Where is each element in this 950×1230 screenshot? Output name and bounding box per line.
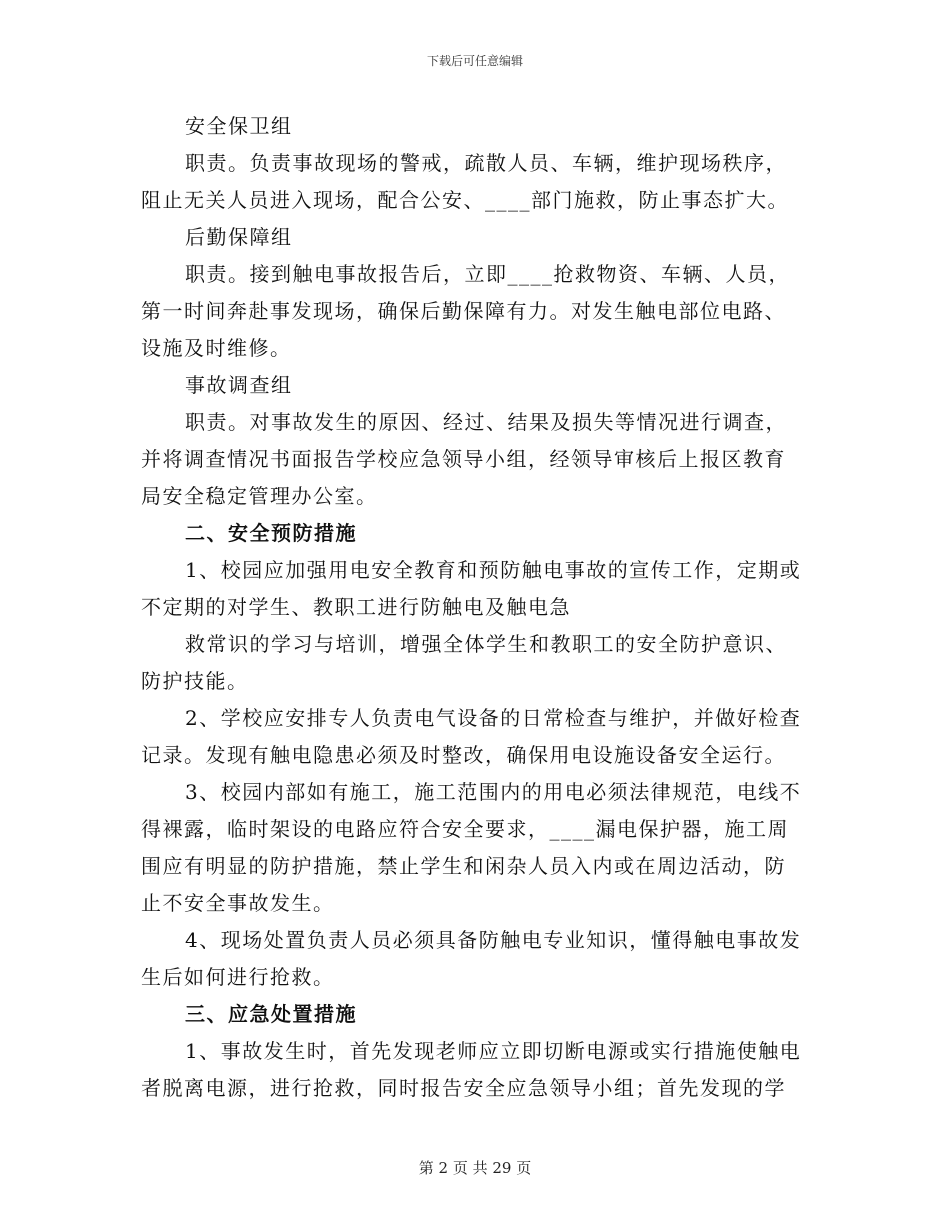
text-line: 第一时间奔赴事发现场，确保后勤保障有力。对发生触电部位电路、 bbox=[141, 299, 786, 323]
page-header: 下载后可任意编辑 bbox=[426, 54, 523, 68]
text-line: 职责。负责事故现场的警戒，疏散人员、车辆，维护现场秩序， bbox=[185, 151, 787, 175]
text-line: 1、校园应加强用电安全教育和预防触电事故的宣传工作，定期或 bbox=[185, 558, 802, 582]
text-line: 职责。对事故发生的原因、经过、结果及损失等情况进行调查， bbox=[185, 410, 787, 434]
text-line: 职责。接到触电事故报告后，立即____抢救物资、车辆、人员， bbox=[185, 262, 790, 286]
text-line: 事故调查组 bbox=[185, 373, 293, 397]
text-line: 围应有明显的防护措施，禁止学生和闲杂人员入内或在周边活动，防 bbox=[141, 854, 786, 878]
page-footer: 第 2 页 共 29 页 bbox=[418, 1159, 532, 1177]
section-heading: 二、安全预防措施 bbox=[185, 521, 357, 545]
text-line: 得裸露，临时架设的电路应符合安全要求，____漏电保护器，施工周 bbox=[141, 817, 789, 841]
text-line: 救常识的学习与培训，增强全体学生和教职工的安全防护意识、 bbox=[185, 632, 787, 656]
text-line: 安全保卫组 bbox=[185, 114, 293, 138]
text-line: 后勤保障组 bbox=[185, 225, 293, 249]
document-body bbox=[141, 108, 809, 1107]
text-line: 阻止无关人员进入现场，配合公安、____部门施救，防止事态扩大。 bbox=[141, 188, 789, 212]
text-line: 设施及时维修。 bbox=[141, 336, 292, 360]
text-line: 4、现场处置负责人员必须具备防触电专业知识，懂得触电事故发 bbox=[185, 928, 802, 952]
text-line: 1、事故发生时，首先发现老师应立即切断电源或实行措施使触电 bbox=[185, 1039, 802, 1063]
text-line: 局安全稳定管理办公室。 bbox=[141, 484, 378, 508]
text-line: 并将调查情况书面报告学校应急领导小组，经领导审核后上报区教育 bbox=[141, 447, 786, 471]
text-line: 防护技能。 bbox=[141, 669, 249, 693]
text-line: 生后如何进行抢救。 bbox=[141, 965, 335, 989]
section-heading: 三、应急处置措施 bbox=[185, 1002, 357, 1026]
text-line: 记录。发现有触电隐患必须及时整改，确保用电设施设备安全运行。 bbox=[141, 743, 786, 767]
text-line: 止不安全事故发生。 bbox=[141, 891, 335, 915]
text-line: 不定期的对学生、教职工进行防触电及触电急 bbox=[141, 595, 571, 619]
text-line: 者脱离电源，进行抢救，同时报告安全应急领导小组；首先发现的学 bbox=[141, 1076, 786, 1100]
text-line: 3、校园内部如有施工，施工范围内的用电必须法律规范，电线不 bbox=[185, 780, 802, 804]
text-line: 2、学校应安排专人负责电气设备的日常检查与维护，并做好检查 bbox=[185, 706, 802, 730]
